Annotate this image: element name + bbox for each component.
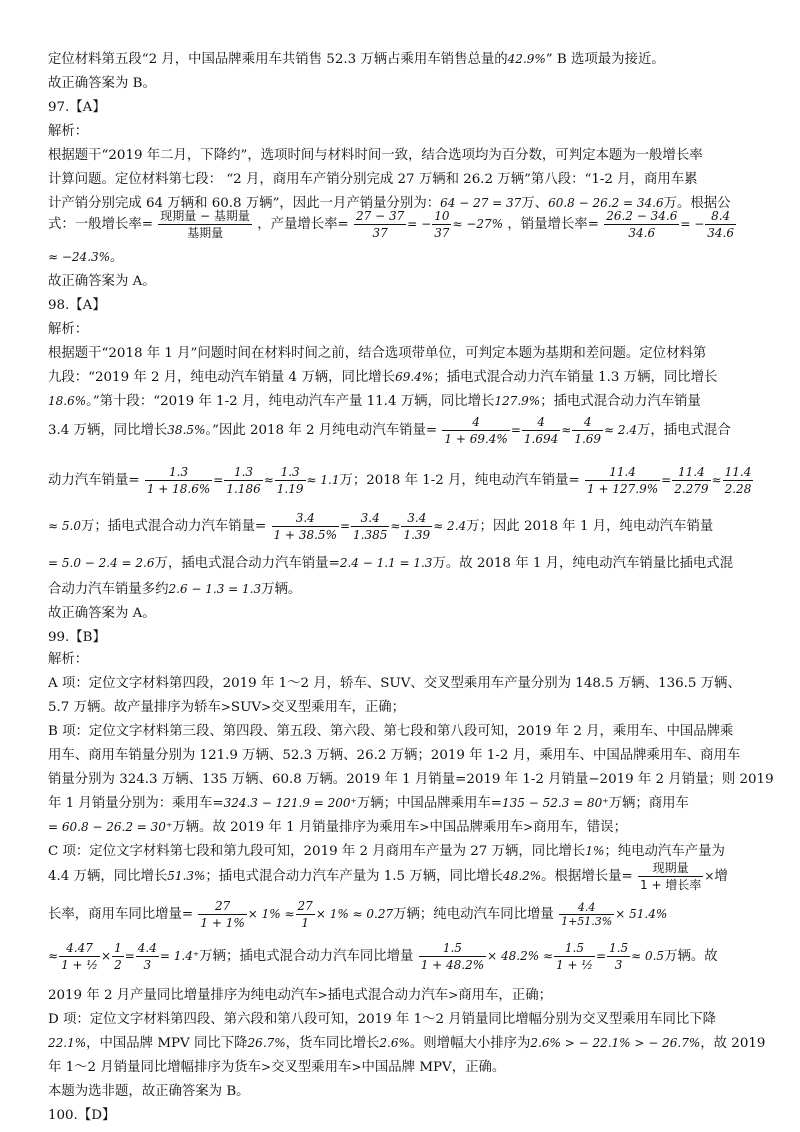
text: 交叉型乘用车 <box>271 1060 352 1075</box>
numerator: 11.4 <box>672 464 710 481</box>
text: 100.【D】 <box>48 1108 116 1123</box>
text: 万辆。 <box>261 582 302 597</box>
text: 解析： <box>48 652 89 667</box>
numerator: 3.4 <box>272 510 339 527</box>
math: ≈ −27% <box>452 217 504 231</box>
text: 万，插电式混合 <box>636 423 731 438</box>
formula-line <box>48 860 728 893</box>
text: 故正确答案为 A。 <box>48 606 156 621</box>
math: 2.6% > − 22.1% > − 26.7% <box>530 1036 701 1050</box>
math: 26.7% <box>247 1036 286 1050</box>
math: 324.3 − 121.9 = 200⁺ <box>223 796 357 810</box>
text: 万辆；商用车 <box>608 796 689 811</box>
math: 42.9% <box>507 52 546 66</box>
math: > <box>351 1060 362 1074</box>
math: = − <box>407 217 432 231</box>
math: 64 − 27 = 37 <box>440 196 522 210</box>
text-line <box>48 840 725 859</box>
math: 18.6% <box>48 394 87 408</box>
text: 合动力汽车销量多约 <box>48 582 169 597</box>
math: ≈ <box>561 423 572 437</box>
fraction <box>419 940 486 973</box>
denominator: 1.694 <box>523 432 559 446</box>
text: 万辆；中国品牌乘用车= <box>356 796 503 811</box>
math: ≈ 1.1 <box>306 473 340 487</box>
math: ≈ 2.4 <box>433 519 467 533</box>
text: 根据题干“2019 年二月，下降约”，选项时间与材料时间一致，结合选项均为百分数，可判定本题为一般增长率 <box>48 148 703 163</box>
formula-line <box>48 464 754 497</box>
text: 商用车，错误； <box>533 820 627 835</box>
text: 。”因此 2018 年 2 月纯电动汽车销量= <box>205 423 438 438</box>
answer-line <box>48 602 156 621</box>
text: 万辆。故 <box>664 949 718 964</box>
math: > <box>261 1060 272 1074</box>
math: × <box>704 869 715 883</box>
math: ≈ <box>390 519 401 533</box>
denominator: 1 + 69.4% <box>444 432 508 446</box>
math: = − <box>680 217 705 231</box>
denominator: 1.19 <box>276 482 304 496</box>
text: 98.【A】 <box>48 298 106 313</box>
math: ≈ <box>711 473 722 487</box>
fraction <box>522 414 560 447</box>
numerator: 现期量 <box>638 860 703 877</box>
numerator: 1.3 <box>224 464 262 481</box>
text: 中国品牌乘用车 <box>429 820 524 835</box>
numerator: 10 <box>434 209 450 223</box>
text-line <box>48 816 627 835</box>
denominator: 1 + 127.9% <box>587 482 659 496</box>
fraction <box>723 464 754 497</box>
fraction <box>158 208 252 241</box>
answer-line <box>48 1080 250 1099</box>
fraction <box>607 940 630 973</box>
text: ；插电式混合动力汽车销量 1.3 万辆，同比增长 <box>433 370 718 385</box>
numerator: 4 <box>572 414 603 431</box>
numerator: 1.3 <box>275 464 306 481</box>
text: 99.【B】 <box>48 630 106 645</box>
math: × 1% ≈ 0.27 <box>315 907 394 921</box>
text: 万辆；插电式混合动力汽车同比增量 <box>199 949 414 964</box>
denominator: 1 + 增长率 <box>640 878 702 892</box>
math: = <box>595 949 607 963</box>
text: 年 1 月销量分别为：乘用车= <box>48 796 224 811</box>
answer-line <box>48 72 156 91</box>
fraction <box>672 464 710 497</box>
fraction <box>604 208 679 241</box>
answer-line <box>48 270 156 289</box>
text: ，故 2019 <box>700 1036 766 1051</box>
text: 年 1～2 月销量同比增幅排序为货车 <box>48 1060 262 1075</box>
math: 2.6 − 1.3 = 1.3 <box>168 582 262 596</box>
math: = 5.0 − 2.4 = 2.6 <box>48 556 155 570</box>
text: 5.7 万辆。故产量排序为轿车 <box>48 700 221 715</box>
text: 万。故 2018 年 1 月，纯电动汽车销量比插电式混 <box>432 556 734 571</box>
text: C 项：定位文字材料第七段和第九段可知，2019 年 2 月商用车产量为 27 万辆，同比增长 <box>48 844 586 859</box>
fraction <box>559 901 614 928</box>
numerator: 27 − 37 <box>356 209 405 223</box>
math: > <box>448 988 459 1002</box>
text: 。 <box>110 250 124 265</box>
math: = 60.8 − 26.2 = 30⁺ <box>48 820 173 834</box>
text: ” B 选项最为接近。 <box>545 52 665 67</box>
math: ≈ 2.4 <box>604 423 637 437</box>
text: ；纯电动汽车产量为 <box>604 844 725 859</box>
text-line <box>48 390 701 409</box>
math: ≈ −24.3% <box>48 250 111 264</box>
text: ，货车同比增长 <box>285 1036 380 1051</box>
text-line <box>48 984 552 1003</box>
math: 2.4 − 1.1 = 1.3 <box>339 556 433 570</box>
text: 万；2018 年 1-2 月，纯电动汽车销量= <box>339 473 580 488</box>
formula-line <box>48 208 737 241</box>
denominator: 1 + 1% <box>200 916 245 930</box>
denominator: 1 + 18.6% <box>146 482 211 496</box>
numerator: 11.4 <box>585 464 660 481</box>
fraction <box>554 940 595 973</box>
text-line <box>48 168 698 187</box>
fraction <box>638 860 703 893</box>
text-line <box>48 744 740 763</box>
math: > <box>220 700 231 714</box>
text: 增 <box>714 869 728 884</box>
math: 60.8 − 26.2 = 34.6 <box>548 196 664 210</box>
analysis-heading <box>48 120 88 139</box>
text: 万辆。故 2019 年 1 月销量排序为乘用车 <box>172 820 420 835</box>
text: 动力汽车销量= <box>48 473 140 488</box>
text: SUV <box>230 700 262 715</box>
numerator: 4.4 <box>137 941 157 955</box>
math: × 51.4% <box>615 907 668 921</box>
numerator: 1 <box>114 941 122 955</box>
math: > <box>419 820 430 834</box>
denominator: 1.385 <box>353 528 388 542</box>
formula-line <box>48 940 718 973</box>
text: B 项：定位文字材料第三段、第四段、第五段、第六段、第七段和第八段可知，2019 年 2 月，乘用车、中国品牌乘 <box>48 724 734 739</box>
math: 69.4% <box>395 370 434 384</box>
text: 。根据增长量= <box>541 869 633 884</box>
math: × <box>101 949 112 963</box>
numerator: 26.2 − 34.6 <box>606 209 678 223</box>
numerator: 4.47 <box>59 940 100 957</box>
denominator: 2.279 <box>674 482 709 496</box>
denominator: 2 <box>114 958 122 972</box>
text: 用车、商用车销量分别为 121.9 万辆、52.3 万辆、26.2 万辆；2019 年 1-2 月，乘用车、中国品牌乘用车、商用车 <box>48 748 741 763</box>
fraction <box>198 898 246 931</box>
numerator: 现期量 − 基期量 <box>160 209 250 223</box>
fraction <box>136 940 159 973</box>
denominator: 1 + 48.2% <box>420 958 485 972</box>
numerator: 4 <box>522 414 560 431</box>
text: 万；插电式混合动力汽车销量= <box>80 519 267 534</box>
math: × 1% ≈ <box>247 907 295 921</box>
text: 故正确答案为 B。 <box>48 76 156 91</box>
text-line <box>48 144 703 163</box>
text: 。则增幅大小排序为 <box>409 1036 531 1051</box>
math: = <box>510 423 521 437</box>
fraction <box>572 414 603 447</box>
numerator: 1.5 <box>609 941 629 955</box>
math: × 48.2% ≈ <box>487 949 553 963</box>
denominator: 基期量 <box>187 226 224 240</box>
text: 插电式混合动力汽车 <box>327 988 449 1003</box>
denominator: 37 <box>372 226 388 240</box>
numerator: 3.4 <box>401 510 432 527</box>
text: 销量分别为 324.3 万辆、135 万辆、60.8 万辆。2019 年 1 月销量=2019 年 1-2 月销量−2019 年 2 月销量；则 2019 <box>48 772 774 787</box>
math: > <box>261 700 272 714</box>
denominator: 1 <box>301 916 309 930</box>
numerator: 3.4 <box>351 510 389 527</box>
math: 135 − 52.3 = 80⁺ <box>502 796 609 810</box>
text: 97.【A】 <box>48 100 106 115</box>
text: 式：一般增长率= <box>48 217 153 232</box>
math: 127.9% <box>494 394 541 408</box>
text: 本题为选非题，故正确答案为 B。 <box>48 1084 250 1099</box>
text-line <box>48 1056 505 1075</box>
text-line <box>48 696 405 715</box>
fraction <box>401 510 432 543</box>
text: 计算问题。定位材料第七段： “2 月，商用车产销分别完成 27 万辆和 26.2 万辆”第八段：“1-2 月，商用车累 <box>48 172 698 187</box>
math: > <box>317 988 328 1002</box>
math: 38.5% <box>167 423 206 437</box>
denominator: 1 + ½ <box>61 958 99 972</box>
text: 解析： <box>48 322 89 337</box>
text-line <box>48 366 717 385</box>
math: 1% <box>585 844 605 858</box>
text-line <box>48 48 665 67</box>
text: 解析： <box>48 124 89 139</box>
math: = 1.4⁺ <box>159 949 200 963</box>
denominator: 1.186 <box>226 482 261 496</box>
text-line <box>48 552 733 571</box>
denominator: 1 + 38.5% <box>273 528 337 542</box>
text: 交叉型乘用车，正确； <box>271 700 406 715</box>
math: 48.2% <box>503 869 542 883</box>
fraction <box>275 464 306 497</box>
text-line <box>48 792 689 811</box>
text-line <box>48 768 774 787</box>
text: 定位材料第五段“2 月，中国品牌乘用车共销售 52.3 万辆占乘用车销售总量的 <box>48 52 508 67</box>
denominator: 34.6 <box>707 226 734 240</box>
numerator: 1.5 <box>419 940 486 957</box>
math: ≈ 5.0 <box>48 519 81 533</box>
text: 万；因此 2018 年 1 月，纯电动汽车销量 <box>466 519 714 534</box>
text: D 项：定位文字材料第四段、第六段和第八段可知，2019 年 1～2 月销量同比增幅分别为交叉型乘用车同比下降 <box>48 1012 717 1027</box>
math: > <box>523 820 534 834</box>
denominator: 1 + ½ <box>556 958 593 972</box>
text: 商用车，正确； <box>458 988 552 1003</box>
text: ；插电式混合动力汽车销量 <box>540 394 701 409</box>
math: ≈ <box>263 473 274 487</box>
text: 万辆；纯电动汽车同比增量 <box>393 907 554 922</box>
text-line <box>48 578 301 597</box>
numerator: 27 <box>198 898 246 915</box>
text: 3.4 万辆，同比增长 <box>48 423 168 438</box>
text-line <box>48 342 706 361</box>
text: 中国品牌 MPV，正确。 <box>361 1060 506 1075</box>
text: 万。根据公 <box>663 196 731 211</box>
numerator: 4 <box>442 414 509 431</box>
text: 4.4 万辆，同比增长 <box>48 869 168 884</box>
math: = <box>213 473 224 487</box>
denominator: 37 <box>434 226 450 240</box>
fraction <box>432 208 451 241</box>
denominator: 34.6 <box>628 226 656 240</box>
analysis-heading <box>48 648 88 667</box>
numerator: 1.5 <box>554 940 595 957</box>
formula-line <box>48 898 667 931</box>
text: 根据题干“2018 年 1 月”问题时间在材料时间之前，结合选项带单位，可判定本题为基期和差问题。定位材料第 <box>48 346 707 361</box>
text: 万、 <box>521 196 549 211</box>
math: = <box>339 519 351 533</box>
numerator: 11.4 <box>724 465 752 479</box>
fraction <box>442 414 509 447</box>
text-line <box>48 1032 765 1051</box>
fraction <box>585 464 660 497</box>
numerator: 4.4 <box>559 901 614 915</box>
fraction <box>59 940 100 973</box>
fraction <box>112 940 124 973</box>
text-line <box>48 720 733 739</box>
text: ，中国品牌 MPV 同比下降 <box>86 1036 248 1051</box>
formula-line <box>48 414 731 447</box>
text: ，销量增长率= <box>507 217 599 232</box>
math: = <box>661 473 672 487</box>
numerator: 8.4 <box>705 208 736 225</box>
question-number <box>48 626 106 645</box>
text: 故正确答案为 A。 <box>48 274 156 289</box>
text: 九段：“2019 年 2 月，纯电动汽车销量 4 万辆，同比增长 <box>48 370 396 385</box>
formula-line <box>48 510 713 543</box>
math: ≈ 0.5 <box>631 949 665 963</box>
question-number <box>48 1104 115 1123</box>
fraction <box>351 510 389 543</box>
math: = <box>124 949 135 963</box>
denominator: 2.28 <box>724 482 752 496</box>
fraction <box>296 898 315 931</box>
analysis-heading <box>48 318 88 337</box>
text-line <box>48 1008 716 1027</box>
denominator: 3 <box>614 958 623 972</box>
denominator: 1.69 <box>574 432 602 446</box>
text: 万，插电式混合动力汽车销量= <box>154 556 340 571</box>
fraction <box>224 464 262 497</box>
math: 22.1% <box>48 1036 87 1050</box>
text: ；插电式混合动力汽车产量为 1.5 万辆，同比增长 <box>205 869 504 884</box>
denominator: 1.39 <box>403 528 431 542</box>
text-line <box>48 672 741 691</box>
fraction <box>354 208 406 241</box>
math: 51.3% <box>167 869 206 883</box>
text-line <box>48 246 123 265</box>
fraction <box>145 464 212 497</box>
text: ，产量增长率= <box>257 217 349 232</box>
denominator: 1+51.3% <box>561 915 613 928</box>
text: 。”第十段：“2019 年 1-2 月，纯电动汽车产量 11.4 万辆，同比增长 <box>86 394 495 409</box>
math: 2.6% <box>379 1036 410 1050</box>
math: ≈ <box>48 949 59 963</box>
text: A 项：定位文字材料第四段，2019 年 1～2 月，轿车、SUV、交叉型乘用车产量分别为 148.5 万辆、136.5 万辆、 <box>48 676 741 691</box>
fraction <box>705 208 736 241</box>
numerator: 27 <box>297 899 313 913</box>
text: 2019 年 2 月产量同比增量排序为纯电动汽车 <box>48 988 318 1003</box>
denominator: 3 <box>143 958 152 972</box>
fraction <box>272 510 339 543</box>
text: 计产销分别完成 64 万辆和 60.8 万辆”，因此一月产销量分别为： <box>48 196 441 211</box>
text: 长率，商用车同比增量= <box>48 907 194 922</box>
question-number <box>48 96 106 115</box>
numerator: 1.3 <box>145 464 212 481</box>
question-number <box>48 294 106 313</box>
